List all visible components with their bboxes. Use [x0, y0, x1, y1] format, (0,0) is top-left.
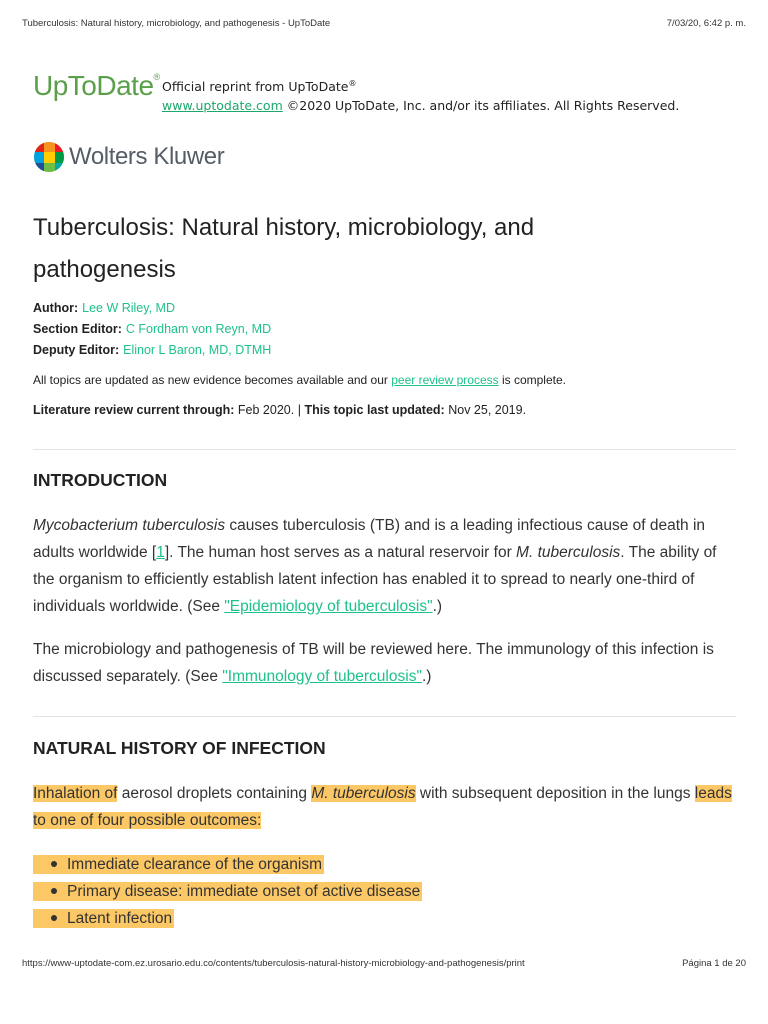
page-title: Tuberculosis: Natural history, microbiology, and pathogenesis	[33, 214, 535, 283]
organism-name: Mycobacterium tuberculosis	[33, 517, 226, 534]
uptodate-logo	[33, 70, 160, 102]
print-footer	[22, 958, 746, 972]
body-text: with subsequent deposition in the lungs	[415, 785, 695, 802]
last-updated-label: This topic last updated:	[304, 403, 445, 417]
date-separator: |	[297, 403, 301, 417]
highlighted-bullet	[33, 855, 324, 874]
print-footer-url: https://www-uptodate-com.ez.urosario.edu.co/contents/tuberculosis-natural-history-microbiology-and-pathogenesis/print	[22, 958, 525, 969]
print-header-title: Tuberculosis: Natural history, microbiology, and pathogenesis - UpToDate	[22, 18, 331, 29]
list-item-text: Primary disease: immediate onset of active disease	[67, 883, 421, 900]
organism-name: M. tuberculosis	[516, 544, 621, 561]
review-dates	[33, 403, 526, 417]
list-item	[33, 905, 422, 932]
natural-history-paragraph	[33, 780, 738, 834]
section-editor-link[interactable]: C Fordham von Reyn, MD	[125, 322, 272, 336]
wolters-kluwer-logo-icon	[33, 141, 65, 173]
uptodate-logo-text: UpToDate	[33, 70, 154, 101]
wolters-kluwer-brand	[33, 140, 224, 174]
article-credits	[33, 298, 271, 361]
highlighted-text: leads to one of four possible outcomes:	[33, 785, 732, 829]
publisher-name: Wolters Kluwer	[69, 143, 225, 170]
intro-text: . The ability of the organism to efficiently establish latent infection has enabled it to spread to nearly one-third of individuals worldwide. (See	[33, 544, 717, 615]
update-note	[33, 373, 566, 387]
epidemiology-link[interactable]: "Epidemiology of tuberculosis"	[224, 598, 433, 615]
copyright-text: ©2020 UpToDate, Inc. and/or its affiliates. All Rights Reserved.	[286, 98, 680, 114]
intro-text: The microbiology and pathogenesis of TB will be reviewed here. The immunology of this infection is discussed separately. (See	[33, 641, 714, 685]
body-text: aerosol droplets containing	[117, 785, 312, 802]
update-note-tail: is complete.	[498, 373, 566, 387]
highlighted-text: Inhalation of	[33, 785, 118, 802]
immunology-link[interactable]: "Immunology of tuberculosis"	[222, 668, 422, 685]
deputy-editor-label: Deputy Editor:	[33, 343, 120, 357]
reference-link[interactable]: 1	[156, 544, 165, 561]
introduction-heading: INTRODUCTION	[33, 470, 168, 490]
highlighted-organism: M. tuberculosis	[311, 785, 416, 802]
lit-review-label: Literature review current through:	[33, 403, 235, 417]
intro-text: causes tuberculosis (TB) and is a leading infectious cause of death in adults worldwide [	[33, 517, 706, 561]
uptodate-logo-reg: ®	[153, 72, 160, 82]
intro-text: .)	[421, 668, 432, 685]
reprint-reg: ®	[348, 79, 357, 88]
introduction-paragraph-2	[33, 636, 738, 690]
deputy-editor-link[interactable]: Elinor L Baron, MD, DTMH	[123, 343, 272, 357]
author-link[interactable]: Lee W Riley, MD	[82, 301, 175, 315]
reprint-line: Official reprint from UpToDate	[162, 79, 349, 95]
bullet-icon	[51, 888, 57, 894]
natural-history-heading: NATURAL HISTORY OF INFECTION	[33, 738, 326, 758]
bullet-icon	[51, 861, 57, 867]
page-number: Página 1 de 20	[682, 958, 746, 969]
lit-review-value: Feb 2020.	[237, 403, 295, 417]
print-header-date: 7/03/20, 6:42 p. m.	[666, 18, 746, 29]
uptodate-site-link[interactable]: www.uptodate.com	[162, 98, 283, 114]
intro-text: ]. The human host serves as a natural reservoir for	[164, 544, 517, 561]
list-item-text: Immediate clearance of the organism	[67, 856, 323, 873]
author-label: Author:	[33, 301, 79, 315]
last-updated-value: Nov 25, 2019.	[448, 403, 527, 417]
divider	[33, 716, 736, 717]
divider	[33, 449, 736, 450]
list-item	[33, 878, 422, 905]
print-header	[22, 18, 746, 32]
bullet-icon	[51, 915, 57, 921]
peer-review-link[interactable]: peer review process	[391, 373, 499, 387]
section-editor-label: Section Editor:	[33, 322, 122, 336]
intro-text: .)	[432, 598, 443, 615]
outcomes-list	[33, 851, 422, 932]
highlighted-bullet	[33, 909, 174, 928]
list-item-text: Latent infection	[67, 910, 173, 927]
reprint-notice	[162, 74, 679, 115]
update-note-text: All topics are updated as new evidence becomes available and our	[33, 373, 392, 387]
introduction-paragraph-1	[33, 512, 738, 620]
highlighted-bullet	[33, 882, 422, 901]
list-item	[33, 851, 422, 878]
